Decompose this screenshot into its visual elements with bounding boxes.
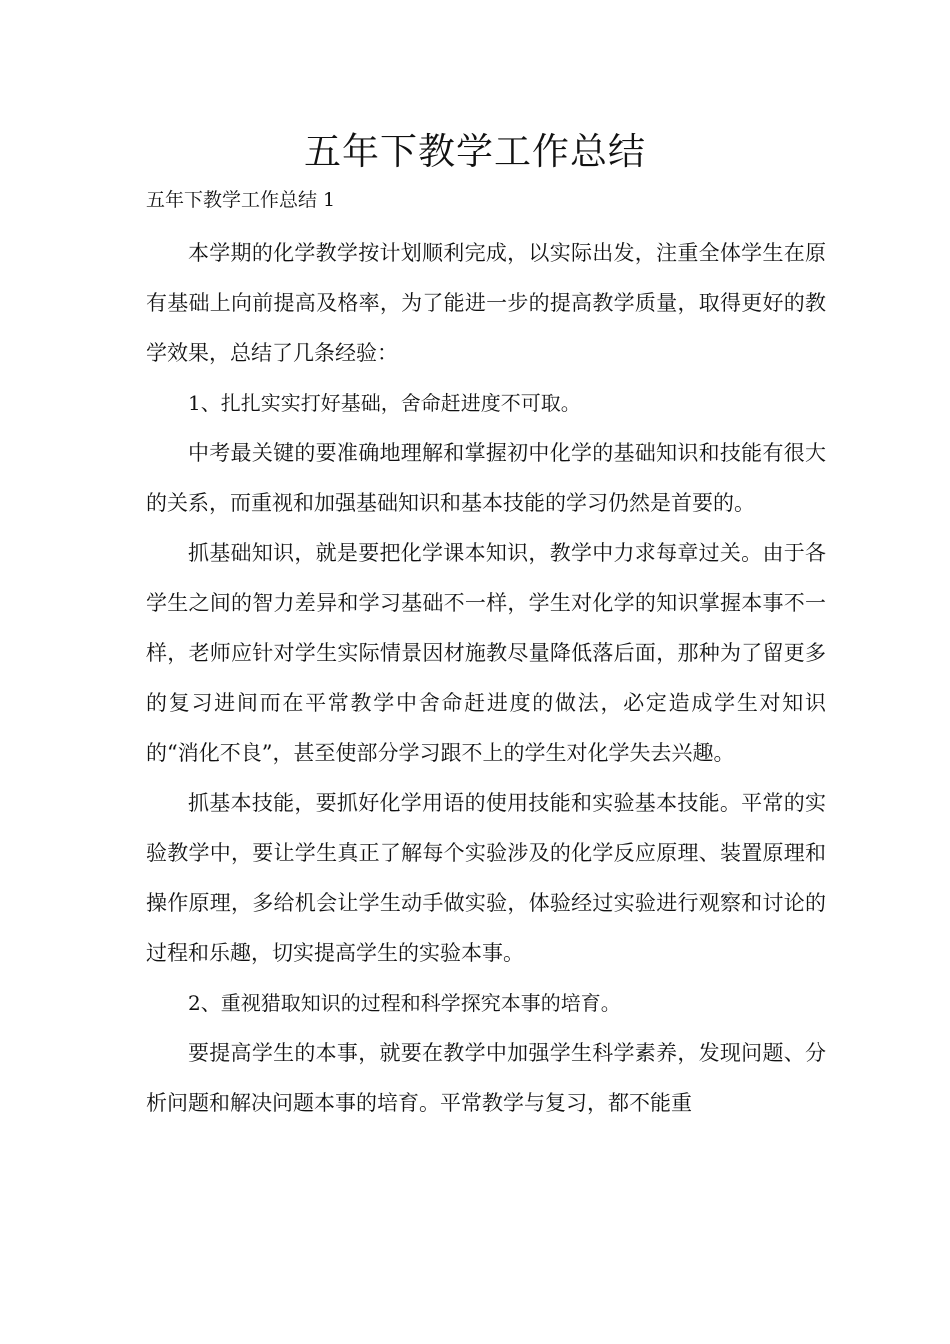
section-heading: 1、扎扎实实打好基础，舍命赶进度不可取。 <box>188 391 581 415</box>
body-paragraph: 本学期的化学教学按计划顺利完成，以实际出发，注重全体学生在原有基础上向前提高及格率，为了能进一步的提高教学质量，取得更好的教学效果，总结了几条经验： <box>146 241 826 365</box>
body-paragraph: 抓基本技能，要抓好化学用语的使用技能和实验基本技能。平常的实验教学中，要让学生真正了解每个实验涉及的化学反应原理、装置原理和操作原理，多给机会让学生动手做实验，体验经过实验进行观察和讨论的过程和乐趣，切实提高学生的实验本事。 <box>146 791 826 965</box>
document-body <box>146 228 826 1128</box>
document-subtitle: 五年下教学工作总结 1 <box>146 189 336 211</box>
body-paragraph: 抓基础知识，就是要把化学课本知识，教学中力求每章过关。由于各学生之间的智力差异和学习基础不一样，学生对化学的知识掌握本事不一样，老师应针对学生实际情景因材施教尽量降低落后面，那种为了留更多的复习进间而在平常教学中舍命赶进度的做法，必定造成学生对知识的“消化不良”，甚至使部分学习跟不上的学生对化学失去兴趣。 <box>146 541 826 765</box>
section-heading: 2、重视猎取知识的过程和科学探究本事的培育。 <box>188 991 621 1015</box>
body-paragraph: 中考最关键的要准确地理解和掌握初中化学的基础知识和技能有很大的关系，而重视和加强基础知识和基本技能的学习仍然是首要的。 <box>146 441 826 515</box>
document-title: 五年下教学工作总结 <box>304 130 646 173</box>
body-paragraph: 要提高学生的本事，就要在教学中加强学生科学素养，发现问题、分析问题和解决问题本事的培育。平常教学与复习，都不能重 <box>146 1041 826 1115</box>
